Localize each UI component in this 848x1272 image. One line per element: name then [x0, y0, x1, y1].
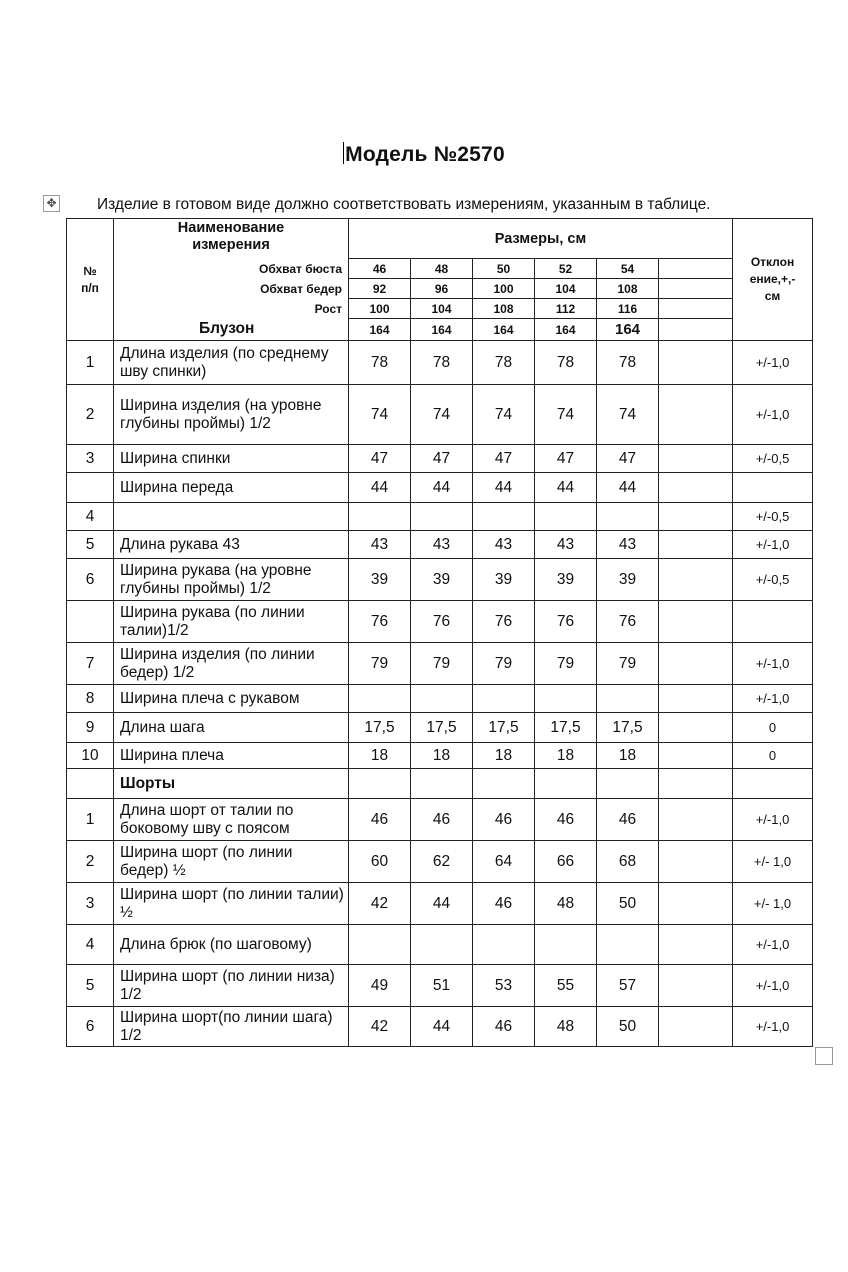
size-value: 51 [411, 965, 473, 1007]
bust-size-2: 48 [411, 259, 473, 279]
empty-cell [659, 559, 733, 601]
row-number: 10 [67, 743, 114, 769]
tolerance-value: +/-1,0 [733, 799, 813, 841]
measurement-name: Длина шага [114, 713, 349, 743]
measurement-name: Ширина плеча [114, 743, 349, 769]
size-value: 42 [349, 1007, 411, 1047]
table-row [67, 473, 813, 503]
size-value: 50 [597, 1007, 659, 1047]
size-value: 43 [535, 531, 597, 559]
empty-cell [597, 769, 659, 799]
size-value: 44 [349, 473, 411, 503]
size-value: 18 [597, 743, 659, 769]
table-row [67, 743, 813, 769]
empty-cell [659, 643, 733, 685]
hips-size-4: 104 [535, 279, 597, 299]
size-value [597, 925, 659, 965]
row-number: 4 [67, 925, 114, 965]
size-value: 18 [411, 743, 473, 769]
size-value [349, 503, 411, 531]
size-value: 44 [535, 473, 597, 503]
size-value: 17,5 [597, 713, 659, 743]
size-value: 79 [535, 643, 597, 685]
tolerance-value [733, 473, 813, 503]
growth-size-5: 164 [597, 319, 659, 341]
empty-cell [659, 743, 733, 769]
document-subtitle: Изделие в готовом виде должно соответствовать измерениям, указанным в таблице. [97, 196, 711, 213]
empty-cell [659, 1007, 733, 1047]
section-shorts: Шорты [114, 769, 349, 799]
section-row [67, 769, 813, 799]
row-number: 3 [67, 883, 114, 925]
size-value: 46 [535, 799, 597, 841]
size-value: 79 [411, 643, 473, 685]
table-row [67, 531, 813, 559]
empty-cell [659, 601, 733, 643]
size-value: 66 [535, 841, 597, 883]
row-number: 1 [67, 341, 114, 385]
measurement-name: Ширина плеча с рукавом [114, 685, 349, 713]
size-value: 78 [349, 341, 411, 385]
size-value: 46 [349, 799, 411, 841]
hips-size-1: 92 [349, 279, 411, 299]
tolerance-value: +/-1,0 [733, 643, 813, 685]
size-value: 79 [597, 643, 659, 685]
size-value: 44 [411, 1007, 473, 1047]
measurement-name: Ширина шорт (по линии низа) 1/2 [114, 965, 349, 1007]
size-value: 39 [349, 559, 411, 601]
measurement-name: Длина шорт от талии по боковому шву с поясом [114, 799, 349, 841]
table-row [67, 713, 813, 743]
empty-cell [659, 925, 733, 965]
size-value: 43 [349, 531, 411, 559]
size-value: 43 [597, 531, 659, 559]
height-size-empty [659, 299, 733, 319]
row-number: 6 [67, 559, 114, 601]
table-row [67, 503, 813, 531]
header-name: Наименование измерения [114, 219, 349, 259]
table-body [67, 219, 813, 1047]
size-value: 47 [535, 445, 597, 473]
measurement-name: Длина брюк (по шаговому) [114, 925, 349, 965]
growth-size-2: 164 [411, 319, 473, 341]
hips-size-5: 108 [597, 279, 659, 299]
growth-size-3: 164 [473, 319, 535, 341]
height-size-2: 104 [411, 299, 473, 319]
size-value [411, 503, 473, 531]
measurement-name: Ширина рукава (на уровне глубины проймы) 1/2 [114, 559, 349, 601]
size-value: 46 [411, 799, 473, 841]
growth-size-empty [659, 319, 733, 341]
size-value: 50 [597, 883, 659, 925]
size-value [597, 503, 659, 531]
label-hips: Обхват бедер [114, 279, 349, 299]
header-sizes: Размеры, см [349, 219, 733, 259]
tolerance-value: +/-1,0 [733, 685, 813, 713]
size-value: 76 [349, 601, 411, 643]
measurement-name: Ширина изделия (на уровне глубины проймы) 1/2 [114, 385, 349, 445]
row-number: 7 [67, 643, 114, 685]
size-value: 43 [473, 531, 535, 559]
growth-size-4: 164 [535, 319, 597, 341]
size-value: 44 [597, 473, 659, 503]
size-value: 60 [349, 841, 411, 883]
empty-cell [535, 769, 597, 799]
document-title: Модель №2570 [345, 143, 505, 166]
size-value: 53 [473, 965, 535, 1007]
table-row [67, 643, 813, 685]
size-value: 18 [349, 743, 411, 769]
hips-size-2: 96 [411, 279, 473, 299]
empty-cell [659, 385, 733, 445]
size-value: 42 [349, 883, 411, 925]
bust-size-3: 50 [473, 259, 535, 279]
tolerance-value: +/-1,0 [733, 1007, 813, 1047]
bust-size-empty [659, 259, 733, 279]
tolerance-value: +/-1,0 [733, 341, 813, 385]
size-value: 57 [597, 965, 659, 1007]
size-value: 76 [411, 601, 473, 643]
size-value: 46 [473, 1007, 535, 1047]
size-value [349, 925, 411, 965]
size-value: 74 [535, 385, 597, 445]
row-number: 1 [67, 799, 114, 841]
table-row [67, 341, 813, 385]
bust-size-1: 46 [349, 259, 411, 279]
size-value: 17,5 [411, 713, 473, 743]
empty-cell [659, 769, 733, 799]
size-value: 74 [473, 385, 535, 445]
size-value: 49 [349, 965, 411, 1007]
row-number [67, 473, 114, 503]
size-value: 78 [411, 341, 473, 385]
measurement-name: Ширина шорт (по линии бедер) ½ [114, 841, 349, 883]
tolerance-value: +/-0,5 [733, 559, 813, 601]
size-value: 39 [597, 559, 659, 601]
size-value: 79 [473, 643, 535, 685]
measurement-name: Ширина спинки [114, 445, 349, 473]
size-value: 17,5 [349, 713, 411, 743]
section-blouson: Блузон [114, 319, 349, 341]
empty-cell [67, 769, 114, 799]
header-tolerance: Отклон ение,+,- см [733, 219, 813, 341]
measurement-name: Ширина шорт (по линии талии) ½ [114, 883, 349, 925]
size-value: 39 [473, 559, 535, 601]
measurement-name: Длина рукава 43 [114, 531, 349, 559]
bust-size-5: 54 [597, 259, 659, 279]
empty-cell [659, 473, 733, 503]
size-value: 68 [597, 841, 659, 883]
empty-cell [659, 503, 733, 531]
measurement-name: Ширина рукава (по линии талии)1/2 [114, 601, 349, 643]
size-value [411, 925, 473, 965]
size-value: 76 [597, 601, 659, 643]
table-row [67, 445, 813, 473]
table-row [67, 883, 813, 925]
measurement-name [114, 503, 349, 531]
size-value [349, 685, 411, 713]
empty-cell [659, 341, 733, 385]
empty-cell [659, 531, 733, 559]
table-row [67, 1007, 813, 1047]
size-value: 76 [473, 601, 535, 643]
label-height: Рост [114, 299, 349, 319]
size-table [66, 218, 813, 1047]
size-value [535, 503, 597, 531]
size-value [535, 685, 597, 713]
empty-cell [659, 445, 733, 473]
height-size-4: 112 [535, 299, 597, 319]
tolerance-value: +/-1,0 [733, 965, 813, 1007]
row-number: 4 [67, 503, 114, 531]
empty-cell [473, 769, 535, 799]
tolerance-value [733, 601, 813, 643]
size-value: 47 [411, 445, 473, 473]
measurement-name: Длина изделия (по среднему шву спинки) [114, 341, 349, 385]
height-size-3: 108 [473, 299, 535, 319]
size-value: 47 [349, 445, 411, 473]
size-value: 39 [535, 559, 597, 601]
tolerance-value: +/- 1,0 [733, 841, 813, 883]
empty-cell [411, 769, 473, 799]
size-value: 17,5 [473, 713, 535, 743]
size-value: 18 [473, 743, 535, 769]
empty-cell [659, 799, 733, 841]
size-value: 46 [597, 799, 659, 841]
empty-cell [659, 713, 733, 743]
tolerance-value: +/-0,5 [733, 503, 813, 531]
row-number: 3 [67, 445, 114, 473]
table-row [67, 685, 813, 713]
text-cursor [343, 142, 344, 164]
size-value: 44 [473, 473, 535, 503]
table-row [67, 559, 813, 601]
size-value: 74 [349, 385, 411, 445]
measurement-name: Ширина изделия (по линии бедер) 1/2 [114, 643, 349, 685]
empty-cell [659, 841, 733, 883]
empty-cell [659, 685, 733, 713]
label-bust: Обхват бюста [114, 259, 349, 279]
size-value [411, 685, 473, 713]
hips-size-3: 100 [473, 279, 535, 299]
size-value: 78 [473, 341, 535, 385]
size-value: 46 [473, 883, 535, 925]
hips-size-empty [659, 279, 733, 299]
size-value: 46 [473, 799, 535, 841]
size-value: 39 [411, 559, 473, 601]
tolerance-value: 0 [733, 713, 813, 743]
row-number: 2 [67, 385, 114, 445]
tolerance-value: +/- 1,0 [733, 883, 813, 925]
size-value: 76 [535, 601, 597, 643]
size-value: 55 [535, 965, 597, 1007]
table-resize-handle[interactable] [815, 1047, 833, 1065]
size-value [473, 925, 535, 965]
empty-cell [659, 965, 733, 1007]
size-value: 43 [411, 531, 473, 559]
size-value: 47 [473, 445, 535, 473]
growth-size-1: 164 [349, 319, 411, 341]
size-value [473, 503, 535, 531]
height-size-5: 116 [597, 299, 659, 319]
size-value [597, 685, 659, 713]
table-row [67, 601, 813, 643]
size-value: 44 [411, 883, 473, 925]
row-number: 8 [67, 685, 114, 713]
row-number: 2 [67, 841, 114, 883]
table-row [67, 799, 813, 841]
table-row [67, 965, 813, 1007]
header-number: № п/п [67, 219, 114, 341]
table-move-handle-icon[interactable]: ✥ [43, 195, 60, 212]
size-value: 48 [535, 1007, 597, 1047]
height-size-1: 100 [349, 299, 411, 319]
tolerance-value: +/-1,0 [733, 531, 813, 559]
size-value [535, 925, 597, 965]
table-row [67, 841, 813, 883]
tolerance-value: +/-0,5 [733, 445, 813, 473]
size-value: 44 [411, 473, 473, 503]
size-value: 78 [597, 341, 659, 385]
row-number [67, 601, 114, 643]
empty-cell [733, 769, 813, 799]
empty-cell [349, 769, 411, 799]
tolerance-value: 0 [733, 743, 813, 769]
size-value: 78 [535, 341, 597, 385]
tolerance-value: +/-1,0 [733, 925, 813, 965]
size-value: 64 [473, 841, 535, 883]
row-number: 9 [67, 713, 114, 743]
measurement-name: Ширина шорт(по линии шага) 1/2 [114, 1007, 349, 1047]
size-value: 74 [411, 385, 473, 445]
size-value: 18 [535, 743, 597, 769]
table-row [67, 925, 813, 965]
size-value: 48 [535, 883, 597, 925]
empty-cell [659, 883, 733, 925]
row-number: 5 [67, 965, 114, 1007]
tolerance-value: +/-1,0 [733, 385, 813, 445]
size-value: 17,5 [535, 713, 597, 743]
bust-size-4: 52 [535, 259, 597, 279]
size-value [473, 685, 535, 713]
size-value: 62 [411, 841, 473, 883]
row-number: 6 [67, 1007, 114, 1047]
size-value: 74 [597, 385, 659, 445]
size-value: 79 [349, 643, 411, 685]
row-number: 5 [67, 531, 114, 559]
table-row [67, 385, 813, 445]
size-value: 47 [597, 445, 659, 473]
measurement-name: Ширина переда [114, 473, 349, 503]
